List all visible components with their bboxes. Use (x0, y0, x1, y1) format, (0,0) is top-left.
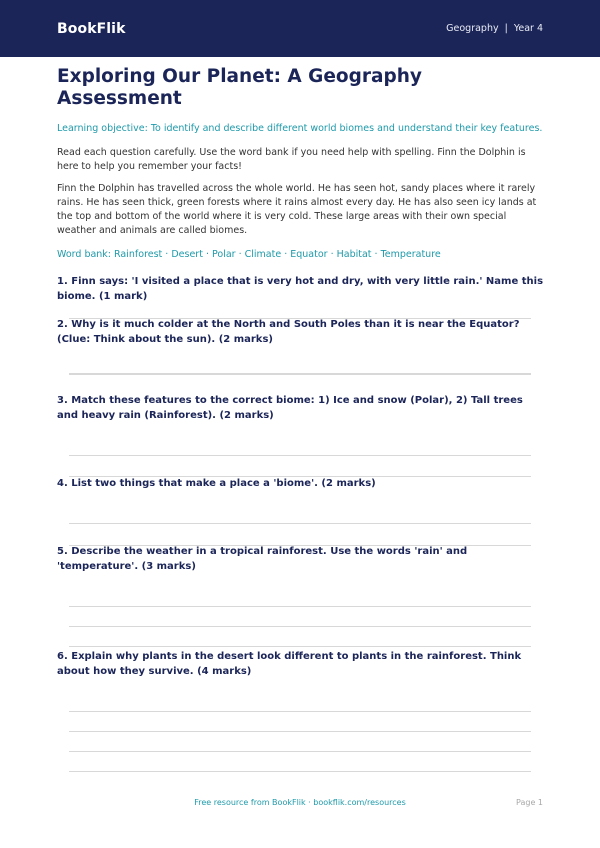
answer-line[interactable] (69, 455, 531, 456)
question-4: 4. List two things that make a place a 'biome'. (2 marks) (57, 478, 376, 490)
resource-link[interactable]: Free resource from BookFlik · bookflik.com/resources (194, 798, 406, 807)
word-bank: Word bank: Rainforest · Desert · Polar · Climate · Equator · Habitat · Temperature (57, 249, 441, 261)
answer-lines-5 (57, 606, 543, 647)
question-2: 2. Why is it much colder at the North and South Poles than it is near the Equator? (Clue: Think about the sun). (2 marks) (57, 319, 520, 346)
answer-lines-6 (57, 711, 543, 772)
question-5: 5. Describe the weather in a tropical rainforest. Use the words 'rain' and 'temperature'. (3 marks) (57, 546, 468, 573)
learning-objective: Learning objective: To identify and describe different world biomes and understand their key features. (57, 123, 543, 135)
question-6: 6. Explain why plants in the desert look different to plants in the rainforest. Think about how they survive. (4 marks) (57, 651, 522, 678)
question-3: 3. Match these features to the correct biome: 1) Ice and snow (Polar), 2) Tall trees and heavy rain (Rainforest). (2 marks) (57, 395, 523, 422)
answer-line[interactable] (69, 646, 531, 647)
brand-logo-text: BookFlik (57, 20, 126, 37)
question-1: 1. Finn says: 'I visited a place that is very hot and dry, with very little rain.' Name this biome. (1 mark) (57, 276, 544, 303)
main-content (0, 57, 600, 772)
answer-line[interactable] (69, 711, 531, 712)
page-header (0, 0, 600, 57)
answer-line[interactable] (69, 626, 531, 627)
answer-line[interactable] (69, 771, 531, 772)
answer-lines-3 (57, 455, 543, 477)
page-footer (57, 798, 543, 810)
question-list (57, 274, 543, 772)
answer-lines-4 (57, 523, 543, 546)
answer-line[interactable] (69, 731, 531, 732)
answer-lines-2 (57, 373, 543, 375)
answer-line[interactable] (69, 374, 531, 375)
story-paragraph: Finn the Dolphin has travelled across the whole world. He has seen hot, sandy places where it rarely rains. He has seen thick, green forests where it rains almost every day. He has also seen icy lands at the top and bottom of the world where it is very cold. These large areas with their own special weather and animals are called biomes. (57, 183, 537, 237)
header-meta (446, 23, 543, 34)
answer-line[interactable] (69, 606, 531, 607)
answer-line[interactable] (69, 751, 531, 752)
subject-label: Geography (446, 23, 499, 34)
instructions-paragraph: Read each question carefully. Use the word bank if you need help with spelling. Finn the Dolphin is here to help you remember your facts! (57, 147, 526, 173)
page-number: Page 1 (516, 798, 543, 807)
answer-line[interactable] (69, 523, 531, 524)
page-title: Exploring Our Planet: A Geography Assessment (57, 66, 422, 110)
meta-separator: | (504, 23, 508, 34)
year-label: Year 4 (513, 23, 543, 34)
